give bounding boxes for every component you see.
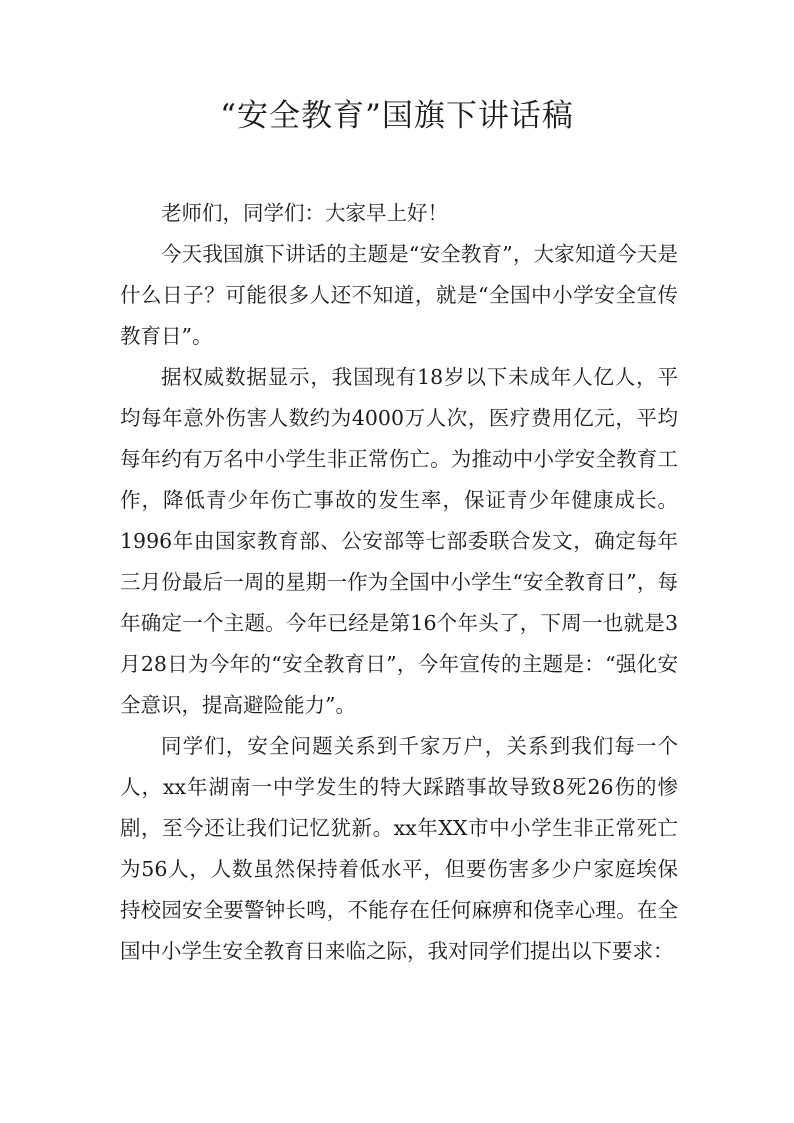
document-title: “安全教育”国旗下讲话稿 bbox=[220, 98, 574, 134]
paragraph-safety-issues: 同学们，安全问题关系到千家万户，关系到我们每一个人，xx年湖南一中学发生的特大踩踏事故导致8死26伤的惨剧，至今还让我们记忆犹新。xx年XX市中小学生非正常死亡为56人，人数虽然保持着低水平，但要伤害多少户家庭埃保持校园安全要警钟长鸣，不能存在任何麻痹和侥幸心理。在全国中小学生安全教育日来临之际，我对同学们提出以下要求： bbox=[120, 734, 678, 963]
document-body bbox=[120, 193, 678, 972]
paragraph-statistics: 据权威数据显示，我国现有18岁以下未成年人亿人，平均每年意外伤害人数约为4000万人次，医疗费用亿元，平均每年约有万名中小学生非正常伤亡。为推动中小学安全教育工作，降低青少年伤亡事故的发生率，保证青少年健康成长。1996年由国家教育部、公安部等七部委联合发文，确定每年三月份最后一周的星期一作为全国中小学生“安全教育日”，每年确定一个主题。今年已经是第16个年头了，下周一也就是3月28日为今年的“安全教育日”，今年宣传的主题是：“强化安全意识，提高避险能力”。 bbox=[120, 365, 678, 717]
paragraph-topic: 今天我国旗下讲话的主题是“安全教育”，大家知道今天是什么日子？可能很多人还不知道，就是“全国中小学安全宣传教育日”。 bbox=[120, 242, 678, 348]
greeting-paragraph: 老师们，同学们：大家早上好！ bbox=[161, 201, 448, 225]
